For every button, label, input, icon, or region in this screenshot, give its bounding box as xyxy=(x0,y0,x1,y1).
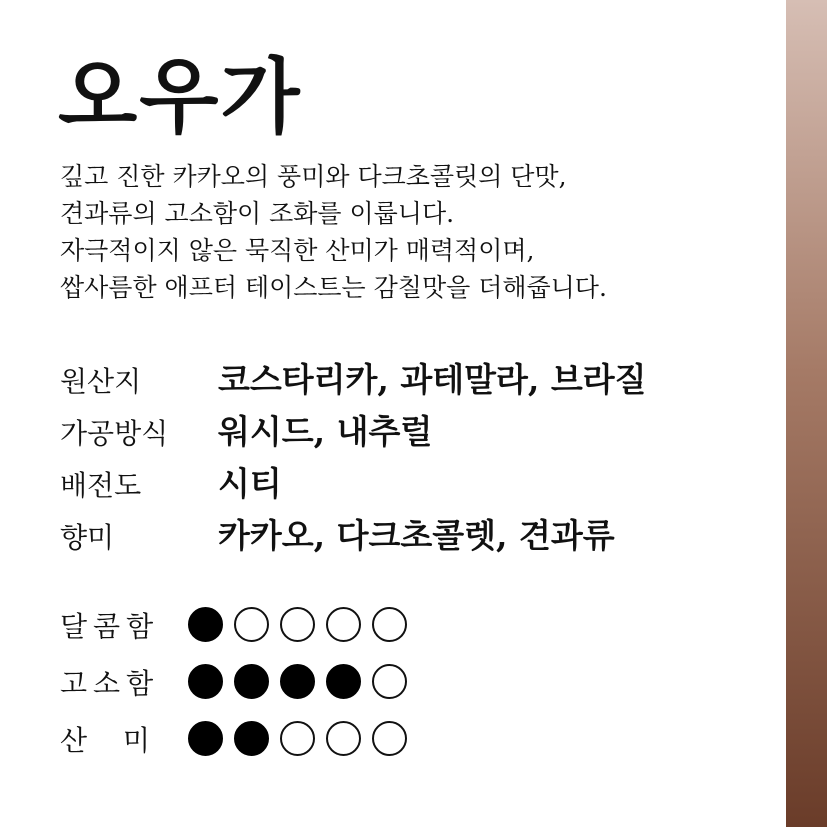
rating-label: 고소함 xyxy=(60,666,160,700)
info-row-origin xyxy=(60,354,780,406)
rating-dot-empty xyxy=(372,721,407,756)
info-value: 워시드, 내추럴 xyxy=(218,412,433,451)
product-description xyxy=(60,158,760,306)
description-line: 견과류의 고소함이 조화를 이룹니다. xyxy=(60,199,455,228)
rating-dot-empty xyxy=(372,664,407,699)
product-title: 오우가 xyxy=(58,49,302,145)
rating-dot-filled xyxy=(234,721,269,756)
info-row-process xyxy=(60,406,780,458)
info-row-roast xyxy=(60,458,780,510)
rating-label: 산 미 xyxy=(60,723,156,757)
rating-dot-empty xyxy=(372,607,407,642)
product-info-table xyxy=(60,354,780,562)
info-value: 시티 xyxy=(218,464,282,503)
description-line: 깊고 진한 카카오의 풍미와 다크초콜릿의 단맛, xyxy=(60,162,567,191)
info-row-aroma xyxy=(60,510,780,562)
info-value: 카카오, 다크초콜렛, 견과류 xyxy=(218,516,615,555)
rating-dot-filled xyxy=(326,664,361,699)
rating-dots xyxy=(188,721,407,756)
rating-label: 달콤함 xyxy=(60,609,160,643)
info-value: 코스타리카, 과테말라, 브라질 xyxy=(218,360,647,399)
rating-dot-empty xyxy=(326,607,361,642)
rating-dot-filled xyxy=(188,607,223,642)
info-label: 가공방식 xyxy=(60,417,169,450)
info-label: 배전도 xyxy=(60,469,142,502)
rating-row-nuttiness xyxy=(60,653,407,710)
rating-dot-filled xyxy=(188,664,223,699)
info-label: 원산지 xyxy=(60,365,142,398)
rating-dot-empty xyxy=(326,721,361,756)
rating-dot-filled xyxy=(234,664,269,699)
rating-dot-filled xyxy=(188,721,223,756)
info-label: 향미 xyxy=(60,521,115,554)
rating-dots xyxy=(188,664,407,699)
rating-dots xyxy=(188,607,407,642)
rating-row-sweetness xyxy=(60,596,407,653)
rating-dot-filled xyxy=(280,664,315,699)
rating-dot-empty xyxy=(280,607,315,642)
description-line: 쌉사름한 애프터 테이스트는 감칠맛을 더해줍니다. xyxy=(60,273,607,302)
rating-row-acidity xyxy=(60,710,407,767)
description-line: 자극적이지 않은 묵직한 산미가 매력적이며, xyxy=(60,236,535,265)
rating-dot-empty xyxy=(234,607,269,642)
decorative-side-bar xyxy=(786,0,827,827)
rating-dot-empty xyxy=(280,721,315,756)
flavor-ratings xyxy=(60,596,407,767)
